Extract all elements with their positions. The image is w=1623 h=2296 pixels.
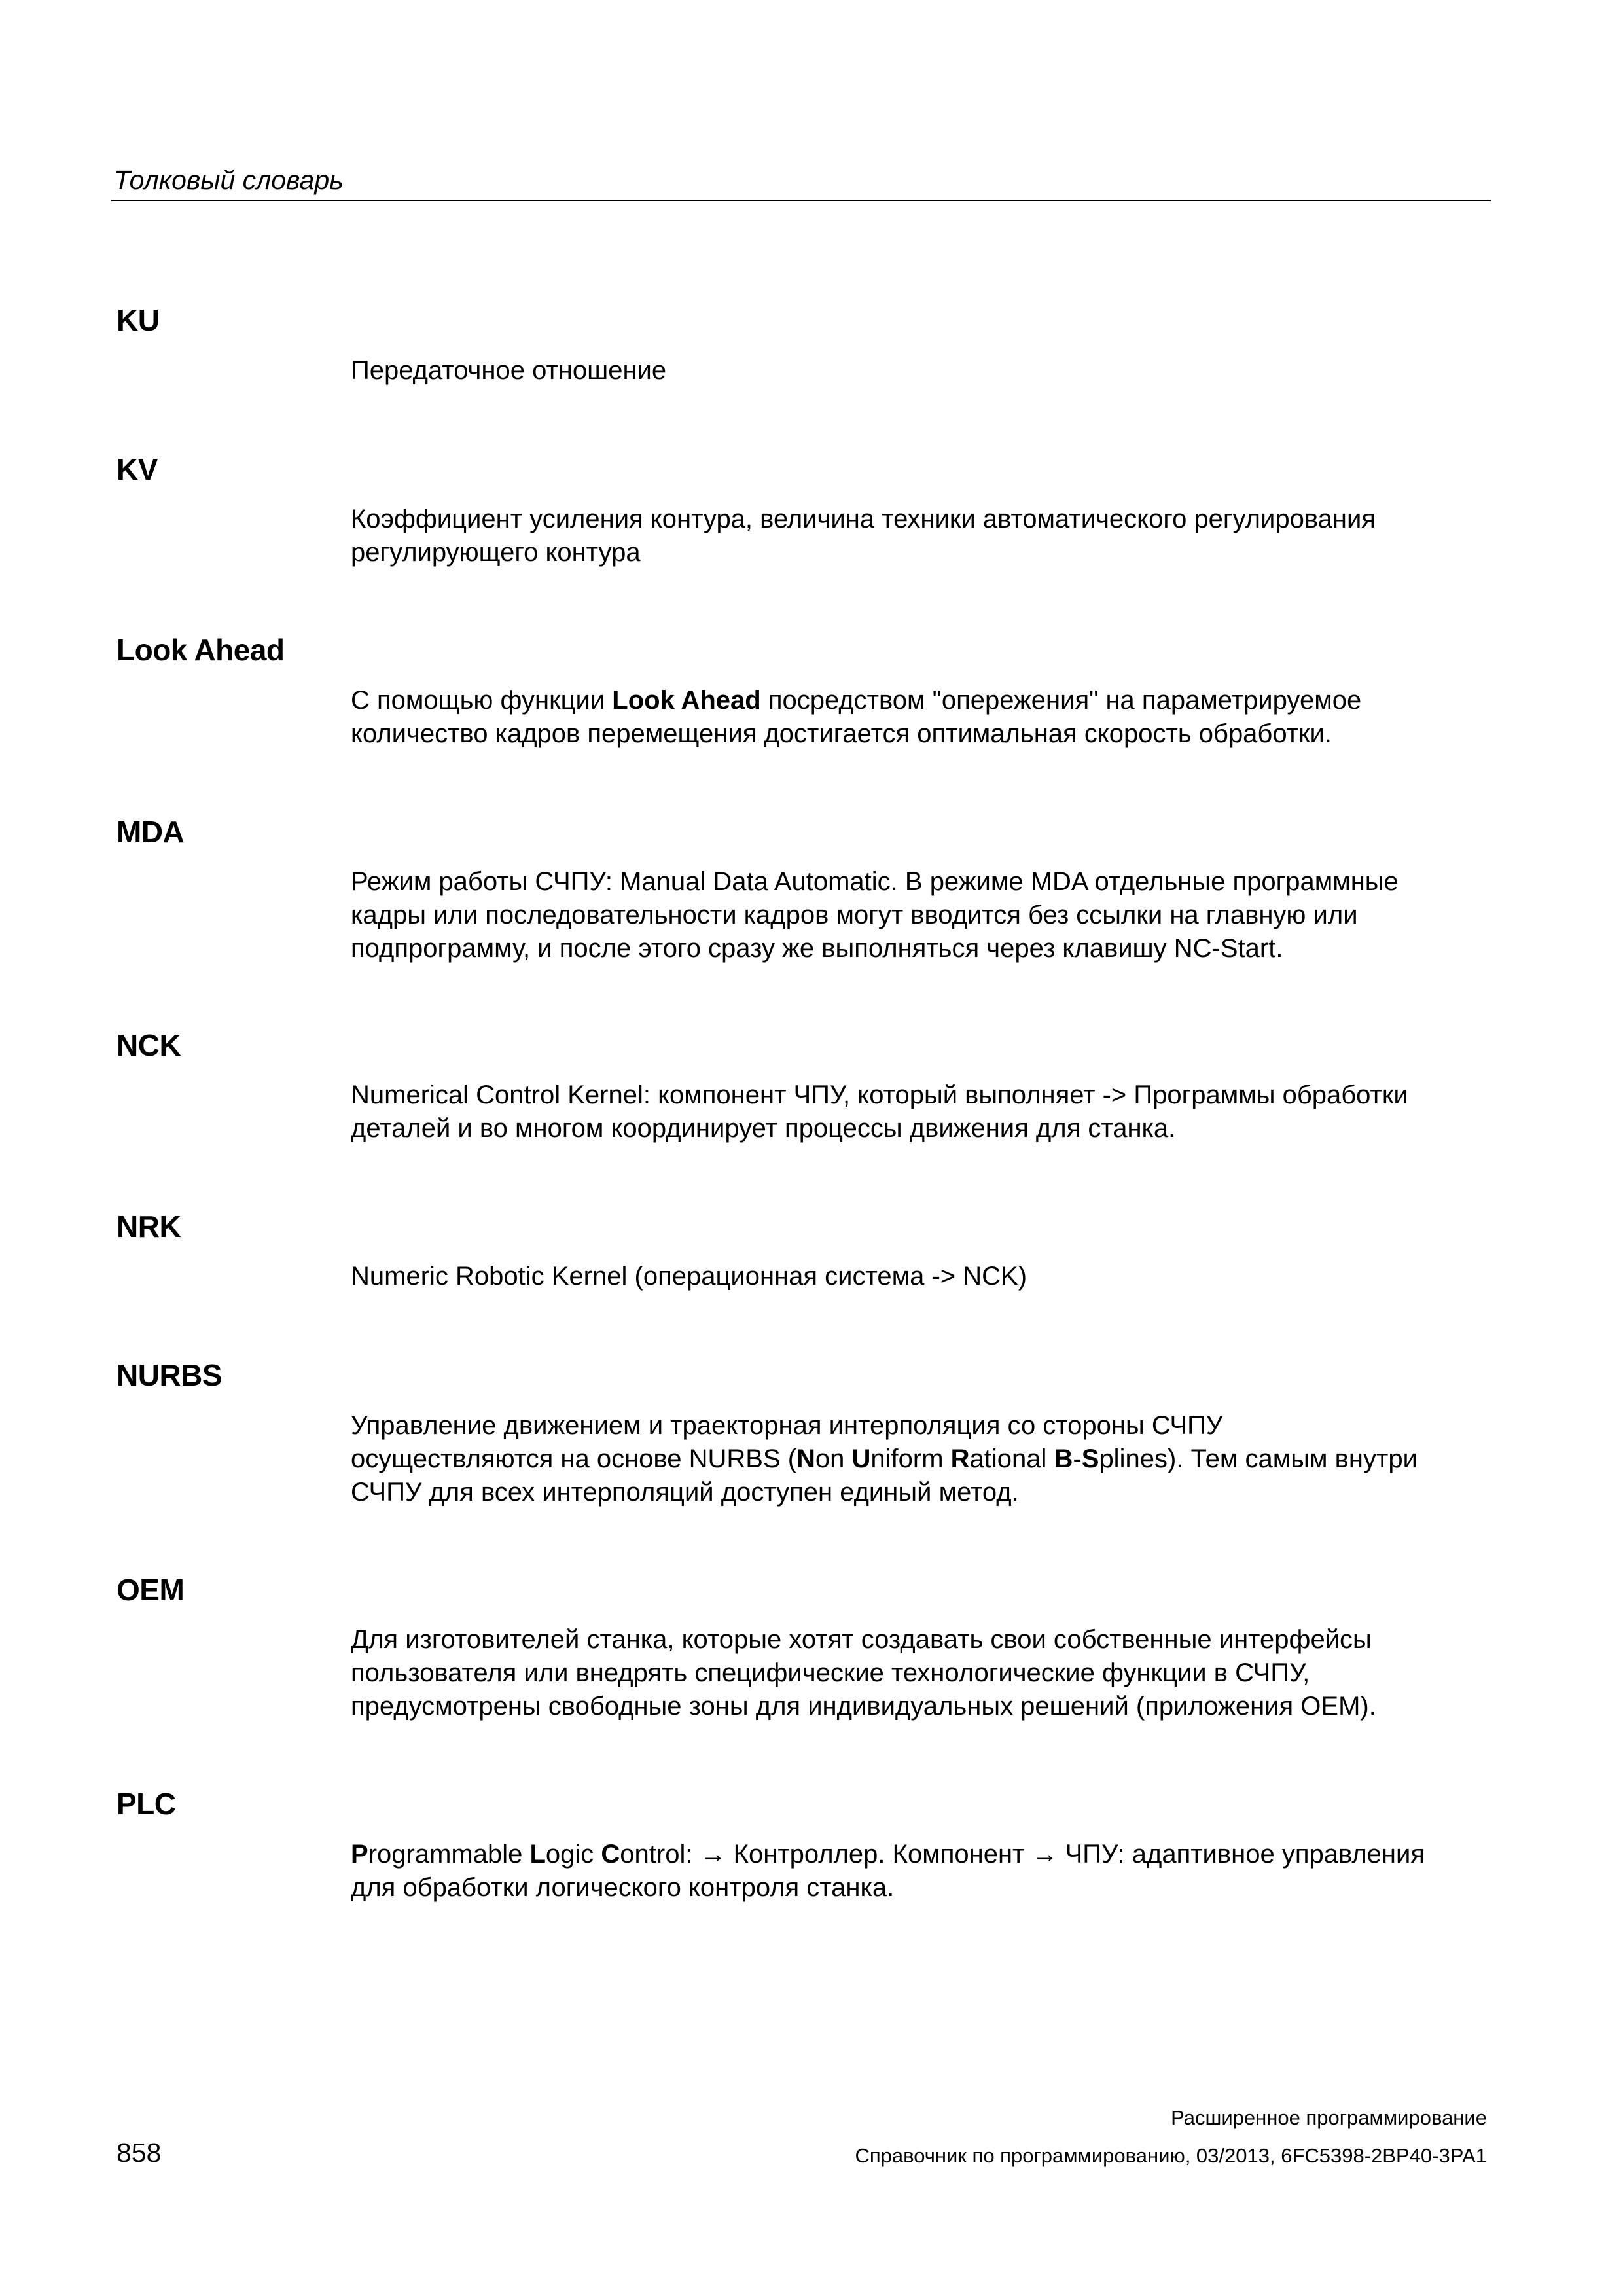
definition-nck — [351, 1079, 1489, 1145]
definition-line: кадры или последовательности кадров могут вводится без ссылки на главную или — [351, 901, 1358, 929]
definition-line: предусмотрены свободные зоны для индивидуальных решений (приложения OEM). — [351, 1692, 1376, 1721]
definition-line: Numerical Control Kernel: компонент ЧПУ, который выполняет -> Программы обработки — [351, 1081, 1408, 1109]
definition-line: Numeric Robotic Kernel (операционная система -> NCK) — [351, 1262, 1027, 1291]
definition-line: осуществляются на основе NURBS (Non Uniform Rational B-Splines). Тем самым внутри — [351, 1444, 1418, 1473]
definition-line: подпрограмму, и после этого сразу же выполняться через клавишу NC-Start. — [351, 934, 1283, 963]
running-header: Толковый словарь — [114, 165, 344, 195]
term-nrk: NRK — [116, 1210, 181, 1244]
definition-line: С помощью функции Look Ahead посредством "опережения" на параметрируемое — [351, 686, 1362, 715]
definition-mda — [351, 865, 1489, 965]
definition-line: пользователя или внедрять специфические технологические функции в СЧПУ, — [351, 1659, 1310, 1687]
definition-line: регулирующего контура — [351, 538, 641, 567]
definition-nurbs — [351, 1409, 1489, 1509]
footer-book-title: Расширенное программирование — [1171, 2106, 1487, 2129]
definition-line: деталей и во многом координирует процессы движения для станка. — [351, 1114, 1176, 1143]
definition-ku — [351, 354, 1489, 387]
definition-plc — [351, 1838, 1489, 1905]
definition-line: Передаточное отношение — [351, 356, 667, 385]
term-nurbs: NURBS — [116, 1358, 223, 1392]
definition-oem — [351, 1623, 1489, 1723]
term-mda: MDA — [116, 815, 185, 849]
definition-line: количество кадров перемещения достигается оптимальная скорость обработки. — [351, 719, 1332, 748]
definition-line: Управление движением и траекторная интерполяция со стороны СЧПУ — [351, 1411, 1223, 1440]
definition-line: для обработки логического контроля станка. — [351, 1873, 895, 1902]
definition-kv — [351, 503, 1489, 569]
definition-line: Для изготовителей станка, которые хотят создавать свои собственные интерфейсы — [351, 1625, 1372, 1654]
term-kv: KV — [116, 452, 158, 486]
term-plc: PLC — [116, 1787, 176, 1821]
term-oem: OEM — [116, 1573, 185, 1607]
footer-reference: Справочник по программированию, 03/2013, 6FC5398-2BP40-3PA1 — [855, 2144, 1487, 2167]
definition-look-ahead — [351, 684, 1489, 751]
definition-nrk — [351, 1260, 1489, 1293]
definition-line: СЧПУ для всех интерполяций доступен единый метод. — [351, 1478, 1019, 1507]
term-look-ahead: Look Ahead — [116, 633, 285, 667]
definition-line: Programmable Logic Control: → Контроллер. Компонент → ЧПУ: адаптивное управления — [351, 1840, 1425, 1869]
definition-line: Коэффициент усиления контура, величина техники автоматического регулирования — [351, 505, 1376, 533]
term-nck: NCK — [116, 1028, 181, 1062]
term-ku: KU — [116, 303, 160, 337]
definition-line: Режим работы СЧПУ: Manual Data Automatic. В режиме MDA отдельные программные — [351, 867, 1399, 896]
page-number: 858 — [116, 2138, 162, 2168]
